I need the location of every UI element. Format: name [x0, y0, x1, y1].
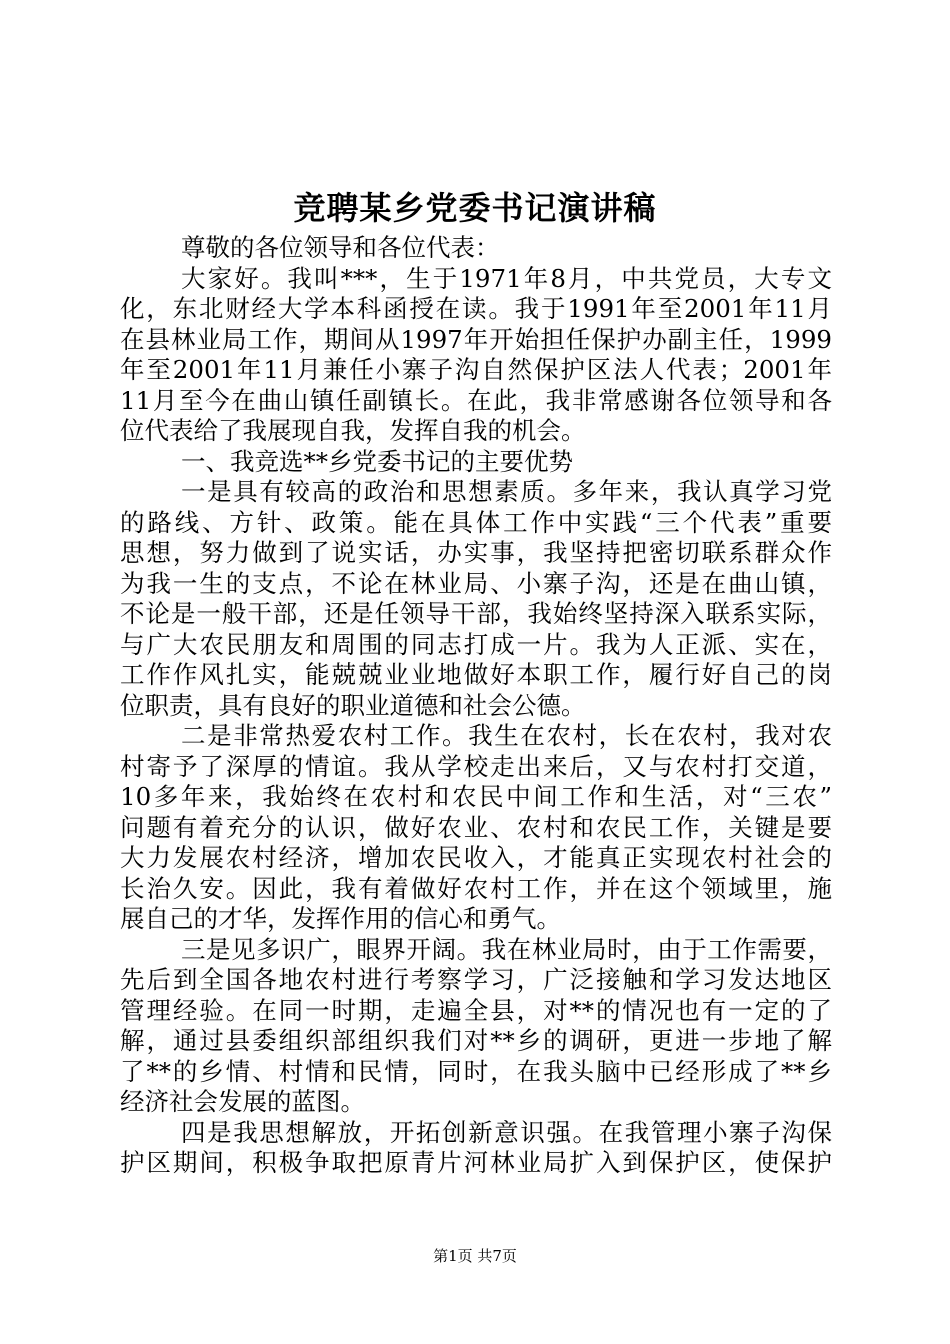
body-line: 位代表给了我展现自我，发挥自我的机会。: [120, 416, 586, 445]
body-line: 三是见多识广，眼界开阔。我在林业局时，由于工作需要，: [181, 934, 832, 964]
document-title: 竞聘某乡党委书记演讲稿: [293, 189, 657, 227]
body-line: 在县林业局工作，期间从1997年开始担任保护办副主任，1999: [120, 324, 832, 354]
body-line: 经济社会发展的蓝图。: [120, 1087, 365, 1116]
body-line: 与广大农民朋友和周围的同志打成一片。我为人正派、实在，: [120, 629, 832, 659]
body-line: 大家好。我叫***，生于1971年8月，中共党员，大专文: [181, 263, 832, 293]
body-line: 为我一生的支点，不论在林业局、小寨子沟，还是在曲山镇，: [120, 568, 832, 598]
body-line: 年至2001年11月兼任小寨子沟自然保护区法人代表；2001年: [120, 355, 832, 384]
document-body: [120, 233, 832, 1179]
body-line: 大力发展农村经济，增加农民收入，才能真正实现农村社会的: [120, 843, 832, 872]
section-heading: 一、我竞选**乡党委书记的主要优势: [181, 446, 573, 476]
body-line: 管理经验。在同一时期，走遍全县，对**的情况也有一定的了: [120, 995, 832, 1025]
body-line: 村寄予了深厚的情谊。我从学校走出来后，又与农村打交道，: [120, 751, 832, 781]
body-line: 展自己的才华，发挥作用的信心和勇气。: [120, 904, 561, 933]
salutation-line: 尊敬的各位领导和各位代表：: [181, 233, 500, 262]
body-line: 护区期间，积极争取把原青片河林业局扩入到保护区，使保护: [120, 1148, 832, 1177]
body-line: 问题有着充分的认识，做好农业、农村和农民工作，关键是要: [120, 812, 832, 842]
body-line: 不论是一般干部，还是任领导干部，我始终坚持深入联系实际，: [120, 599, 832, 628]
body-line: 一是具有较高的政治和思想素质。多年来，我认真学习党: [181, 477, 832, 506]
body-line: 四是我思想解放，开拓创新意识强。在我管理小寨子沟保: [181, 1117, 832, 1147]
body-line: 化，东北财经大学本科函授在读。我于1991年至2001年11月: [120, 294, 832, 323]
body-line: 先后到全国各地农村进行考察学习，广泛接触和学习发达地区: [120, 965, 832, 994]
body-line: 了**的乡情、村情和民情，同时，在我头脑中已经形成了**乡: [120, 1056, 832, 1086]
body-line: 10多年来，我始终在农村和农民中间工作和生活，对“三农”: [120, 782, 832, 811]
body-line: 工作作风扎实，能兢兢业业地做好本职工作，履行好自己的岗: [120, 660, 832, 689]
body-line: 思想，努力做到了说实话，办实事，我坚持把密切联系群众作: [120, 538, 832, 567]
body-line: 11月至今在曲山镇任副镇长。在此，我非常感谢各位领导和各: [120, 385, 832, 415]
body-line: 位职责，具有良好的职业道德和社会公德。: [120, 690, 586, 720]
page-footer: 第1页 共7页: [433, 1247, 517, 1265]
body-line: 长治久安。因此，我有着做好农村工作，并在这个领域里，施: [120, 873, 832, 903]
body-line: 的路线、方针、政策。能在具体工作中实践“三个代表”重要: [120, 507, 832, 537]
body-line: 二是非常热爱农村工作。我生在农村，长在农村，我对农: [181, 721, 832, 750]
body-line: 解，通过县委组织部组织我们对**乡的调研，更进一步地了解: [120, 1026, 832, 1055]
